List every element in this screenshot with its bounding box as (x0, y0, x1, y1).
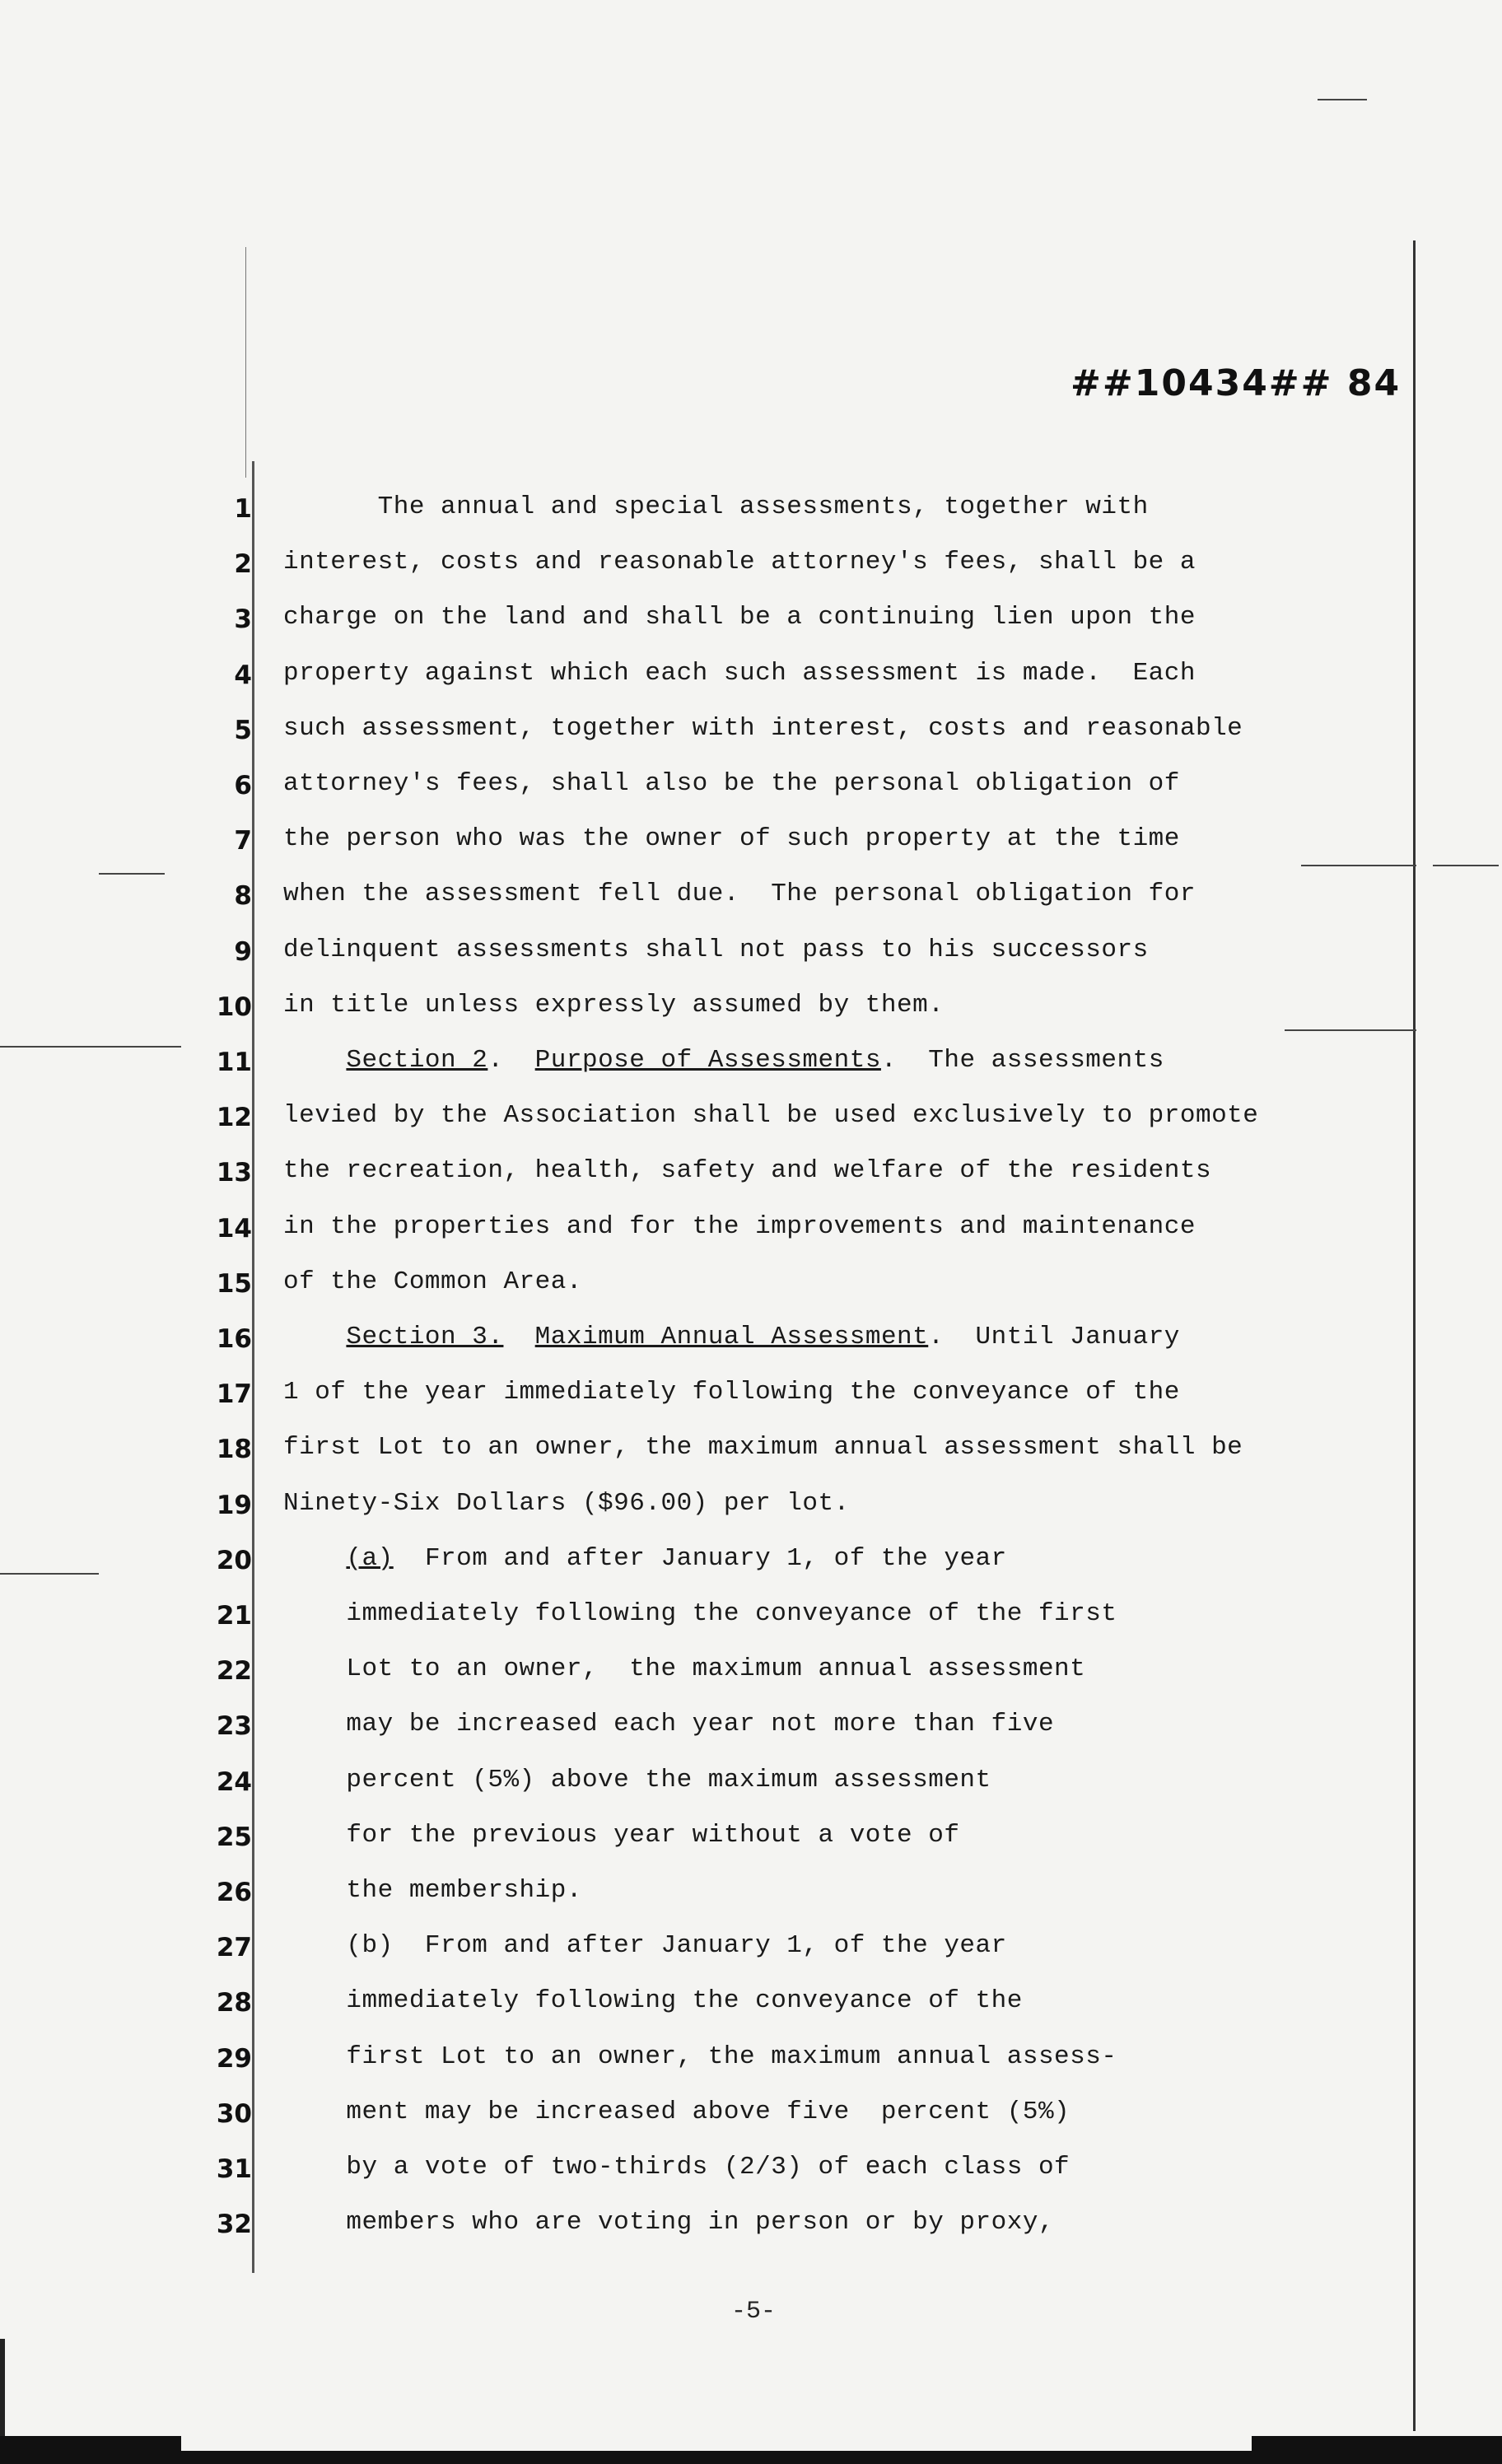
text-segment: when the assessment fell due. The personal obligation for (283, 880, 1196, 909)
line-number: 4 (234, 660, 252, 690)
text-line (283, 546, 1196, 579)
text-segment: ment may be increased above five percent (5%) (283, 2097, 1071, 2126)
underlined-heading: (a) (346, 1543, 394, 1573)
text-segment: . (487, 1046, 535, 1075)
underlined-heading: Purpose of Assessments (534, 1046, 881, 1075)
line-number: 11 (216, 1048, 252, 1077)
text-line (283, 1542, 1007, 1575)
text-line (283, 768, 1180, 800)
line-number: 9 (234, 936, 252, 967)
text-segment: the person who was the owner of such property at the time (283, 824, 1180, 854)
text-segment: charge on the land and shall be a continuing lien upon the (283, 603, 1196, 632)
line-number: 1 (234, 494, 252, 524)
line-number: 29 (216, 2043, 252, 2074)
line-number: 20 (216, 1545, 252, 1575)
line-number: 24 (216, 1766, 252, 1797)
text-segment: property against which each such assessment is made. Each (283, 658, 1196, 688)
margin-rule (252, 461, 254, 2273)
margin-rule-top (245, 247, 246, 478)
text-line (283, 657, 1196, 690)
line-number: 14 (216, 1213, 252, 1244)
line-number: 25 (216, 1822, 252, 1852)
text-segment: in title unless expressly assumed by them. (283, 990, 945, 1020)
text-segment: for the previous year without a vote of (283, 1820, 960, 1850)
text-line (283, 1874, 582, 1907)
text-segment: delinquent assessments shall not pass to his successors (283, 935, 1149, 964)
text-segment: Ninety-Six Dollars ($96.00) per lot. (283, 1488, 850, 1518)
scan-speck (99, 873, 165, 875)
text-segment: percent (5%) above the maximum assessment (283, 1765, 991, 1794)
scan-speck (0, 1046, 181, 1048)
text-line (283, 989, 944, 1022)
text-segment: (b) From and after January 1, of the year (283, 1931, 1007, 1961)
text-segment: first Lot to an owner, the maximum annual assess- (283, 2042, 1117, 2071)
underlined-heading: Section 2 (346, 1046, 488, 1075)
document-number: ##10434## 84 (1071, 362, 1402, 404)
line-number: 12 (216, 1103, 252, 1133)
text-segment (283, 1544, 346, 1573)
text-line (283, 1708, 1054, 1741)
line-number: 10 (216, 992, 252, 1022)
text-segment (283, 1046, 346, 1075)
text-segment: first Lot to an owner, the maximum annual assessment shall be (283, 1433, 1243, 1463)
underlined-heading: Section 3. (346, 1323, 504, 1351)
text-segment: attorney's fees, shall also be the personal obligation of (283, 769, 1180, 798)
text-segment: of the Common Area. (283, 1267, 582, 1296)
line-number: 21 (216, 1601, 252, 1631)
line-number: 26 (216, 1878, 252, 1907)
line-number: 27 (216, 1933, 252, 1963)
text-segment: immediately following the conveyance of the (283, 1986, 1023, 2016)
text-segment: such assessment, together with interest, costs and reasonable (283, 713, 1243, 743)
text-line (283, 934, 1149, 967)
text-segment: the membership. (283, 1876, 582, 1905)
text-segment: interest, costs and reasonable attorney's fees, shall be a (283, 548, 1196, 577)
text-line (283, 491, 1149, 524)
text-line (283, 2206, 1054, 2239)
line-number: 8 (234, 881, 252, 912)
text-line (283, 712, 1243, 745)
text-segment: The annual and special assessments, together with (283, 492, 1149, 521)
scan-speck (1318, 99, 1367, 100)
text-line (283, 1598, 1117, 1631)
text-segment: Lot to an owner, the maximum annual assessment (283, 1654, 1086, 1684)
line-number: 16 (216, 1324, 252, 1354)
text-segment: . Until January (928, 1323, 1180, 1351)
line-number: 5 (234, 715, 252, 745)
text-line (283, 2151, 1070, 2184)
text-line (283, 1099, 1258, 1132)
text-line (283, 823, 1180, 856)
scan-edge-bottom-gap (181, 2436, 1252, 2451)
text-segment (503, 1323, 534, 1351)
page-number: -5- (731, 2298, 777, 2326)
scan-speck (1301, 865, 1416, 866)
text-line (283, 1266, 582, 1299)
text-line (283, 1764, 991, 1797)
text-segment: . The assessments (880, 1046, 1164, 1075)
text-line (283, 2096, 1070, 2129)
line-number: 28 (216, 1988, 252, 2018)
text-line (283, 1211, 1196, 1244)
line-number: 23 (216, 1711, 252, 1742)
line-number: 15 (216, 1268, 252, 1299)
line-number: 19 (216, 1490, 252, 1520)
text-line (283, 2041, 1117, 2074)
text-line (283, 1321, 1180, 1354)
line-number: 2 (234, 549, 252, 580)
text-line (283, 1155, 1211, 1188)
text-segment: members who are voting in person or by proxy, (283, 2208, 1055, 2238)
line-number: 7 (234, 826, 252, 856)
right-margin-rule (1413, 240, 1416, 2431)
text-segment: by a vote of two-thirds (2/3) of each class of (283, 2153, 1071, 2182)
text-segment: 1 of the year immediately following the conveyance of the (283, 1378, 1180, 1407)
text-line (283, 1431, 1243, 1464)
text-line (283, 1653, 1085, 1686)
line-number: 31 (216, 2154, 252, 2184)
text-line (283, 1930, 1007, 1962)
line-number: 30 (216, 2098, 252, 2129)
text-segment (283, 1323, 346, 1351)
text-line (283, 1819, 959, 1852)
line-number: 17 (216, 1379, 252, 1410)
text-segment: in the properties and for the improvements and maintenance (283, 1211, 1196, 1241)
underlined-heading: Maximum Annual Assessment (534, 1323, 929, 1351)
text-line (283, 1044, 1164, 1077)
text-line (283, 601, 1196, 634)
line-number: 32 (216, 2210, 252, 2240)
line-number: 6 (234, 771, 252, 800)
scan-speck (0, 1573, 99, 1575)
text-line (283, 1487, 850, 1520)
text-segment: immediately following the conveyance of the first (283, 1599, 1117, 1628)
text-line (283, 1985, 1023, 2018)
line-number: 13 (216, 1158, 252, 1188)
line-number: 22 (216, 1656, 252, 1687)
text-segment: may be increased each year not more than five (283, 1710, 1055, 1739)
text-segment: From and after January 1, of the year (393, 1543, 1007, 1573)
text-segment: levied by the Association shall be used exclusively to promote (283, 1101, 1259, 1131)
line-number: 3 (234, 604, 252, 635)
line-number: 18 (216, 1435, 252, 1465)
text-segment: the recreation, health, safety and welfare of the residents (283, 1156, 1212, 1186)
text-line (283, 878, 1196, 911)
scan-speck (1285, 1029, 1416, 1031)
scan-speck (1433, 865, 1499, 866)
text-line (283, 1376, 1180, 1409)
